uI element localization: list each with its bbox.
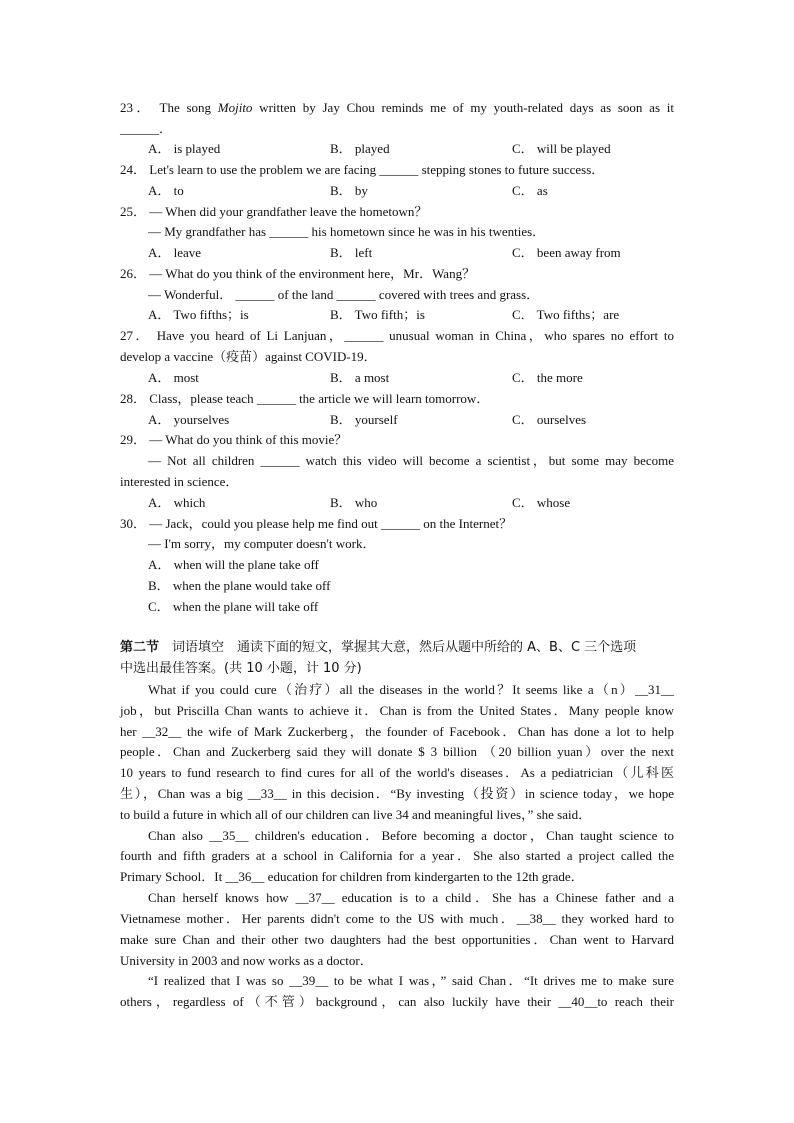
q28-option-a[interactable]: A． yourselves: [148, 412, 230, 427]
passage-line: Primary School．It __36__ education for children from kindergarten to the 12th grade．: [120, 869, 584, 884]
q26-option-a[interactable]: A． Two fifths；is: [148, 307, 249, 322]
section2-instructions: 词语填空 通读下面的短文，掌握其大意，然后从题中所给的 A、B、C 三个选项: [172, 640, 637, 655]
q29-stem-reply: — Not all children ______ watch this video will become a scientist，but some may become: [148, 453, 674, 468]
q29-option-a[interactable]: A． which: [148, 495, 206, 510]
passage-line: Chan also __35__ children's education．Before becoming a doctor，Chan taught science to: [148, 828, 674, 843]
q26-option-b[interactable]: B． Two fifth；is: [330, 307, 425, 322]
q24-stem: 24． Let's learn to use the problem we are facing ______ stepping stones to future success．: [120, 162, 605, 177]
q24-option-c[interactable]: C． as: [512, 183, 548, 198]
passage-line: 生），Chan was a big __33__ in this decision．“By investing（投资）in science today，we hope: [120, 786, 674, 801]
q25-option-c[interactable]: C． been away from: [512, 245, 621, 260]
q30-stem: 30． — Jack，could you please help me find out ______ on the Internet？: [120, 516, 513, 531]
q23-option-b[interactable]: B． played: [330, 141, 390, 156]
q25-option-b[interactable]: B． left: [330, 245, 373, 260]
passage-line: job，but Priscilla Chan wants to achieve it．Chan is from the United States．Many people know: [120, 703, 674, 718]
passage-line: others，regardless of（不管）background，can also luckily have their __40__to reach their: [120, 994, 674, 1009]
q23-option-a[interactable]: A． is played: [148, 141, 221, 156]
passage-line: 10 years to fund research to find cures for all of the world's diseases．As a pediatrician（儿科医: [120, 765, 674, 780]
passage-line: fourth and fifth graders at a school in California for a year．She also started a project called the: [120, 848, 674, 863]
passage-line: “I realized that I was so __39__ to be what I was，” said Chan．“It drives me to make sure: [148, 973, 674, 988]
q29-option-b[interactable]: B． who: [330, 495, 378, 510]
q30-option-c[interactable]: C． when the plane will take off: [148, 599, 319, 614]
section2-heading: [120, 639, 674, 656]
passage-line: to build a future in which all of our children can live 34 and meaningful lives，” she said．: [120, 807, 592, 822]
section2-heading-cont: 中选出最佳答案。(共 10 小题，计 10 分): [120, 661, 362, 676]
q27-option-c[interactable]: C． the more: [512, 370, 583, 385]
q23-stem: 23． The song Mojito written by Jay Chou reminds me of my youth-related days as soon as it: [120, 100, 674, 115]
q27-option-a[interactable]: A． most: [148, 370, 199, 385]
q28-option-b[interactable]: B． yourself: [330, 412, 398, 427]
q29-stem-cont: interested in science．: [120, 474, 239, 489]
passage-line: her __32__ the wife of Mark Zuckerberg，the founder of Facebook．Chan has done a lot to help: [120, 724, 674, 739]
q24-option-b[interactable]: B． by: [330, 183, 368, 198]
q26-stem: 26． — What do you think of the environment here，Mr．Wang？: [120, 266, 476, 281]
q27-stem-cont: develop a vaccine（疫苗）against COVID-19．: [120, 349, 377, 364]
q28-stem: 28． Class，please teach ______ the article we will learn tomorrow．: [120, 391, 490, 406]
q26-option-c[interactable]: C． Two fifths；are: [512, 307, 620, 322]
q23-stem-cont: ______．: [120, 121, 173, 136]
q25-stem: 25． — When did your grandfather leave the hometown？: [120, 204, 428, 219]
q30-option-a[interactable]: A． when will the plane take off: [148, 557, 319, 572]
passage-line: people．Chan and Zuckerberg said they will donate $ 3 billion （20 billion yuan）over the next: [120, 744, 674, 759]
passage-line: University in 2003 and now works as a doctor．: [120, 953, 373, 968]
q27-option-b[interactable]: B． a most: [330, 370, 390, 385]
q30-stem-reply: — I'm sorry，my computer doesn't work．: [148, 536, 376, 551]
q29-option-c[interactable]: C． whose: [512, 495, 571, 510]
q25-option-a[interactable]: A． leave: [148, 245, 202, 260]
passage-line: What if you could cure（治疗）all the diseases in the world？It seems like a（n）__31__: [148, 682, 674, 697]
q24-option-a[interactable]: A． to: [148, 183, 184, 198]
q29-stem: 29． — What do you think of this movie？: [120, 432, 348, 447]
song-title: Mojito: [217, 100, 253, 115]
q30-option-b[interactable]: B． when the plane would take off: [148, 578, 331, 593]
passage-line: Vietnamese mother．Her parents didn't come to the US with much．__38__ they worked hard to: [120, 911, 674, 926]
q23-option-c[interactable]: C． will be played: [512, 141, 611, 156]
passage-line: make sure Chan and their other two daughters had the best opportunities．Chan went to Harvard: [120, 932, 674, 947]
q27-stem: 27． Have you heard of Li Lanjuan，______ unusual woman in China，who spares no effort to: [120, 328, 674, 343]
section2-title: 第二节: [120, 640, 160, 655]
q26-stem-reply: — Wonderful． ______ of the land ______ covered with trees and grass．: [148, 287, 540, 302]
passage-line: Chan herself knows how __37__ education is to a child．She has a Chinese father and a: [148, 890, 674, 905]
q28-option-c[interactable]: C． ourselves: [512, 412, 587, 427]
q25-stem-reply: — My grandfather has ______ his hometown since he was in his twenties．: [148, 224, 546, 239]
